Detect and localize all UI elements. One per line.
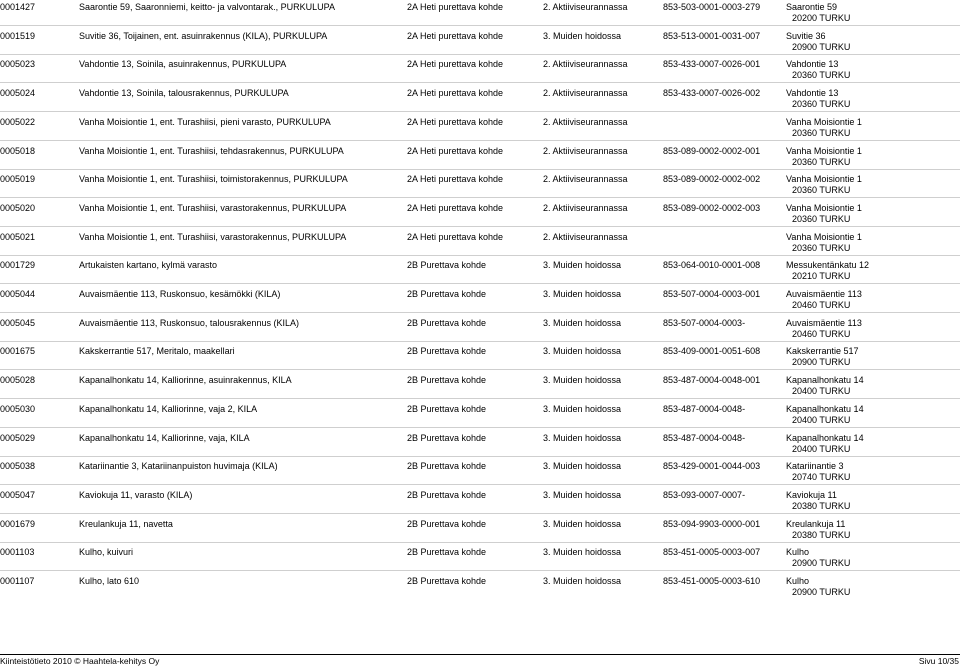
object-name: Kapanalhonkatu 14, Kalliorinne, vaja 2, KILA	[79, 404, 258, 414]
object-id: 0001729	[0, 260, 36, 270]
registry-number: 853-089-0002-0002-003	[663, 203, 761, 213]
street-address: Katariinantie 3	[786, 461, 844, 471]
object-status: 2. Aktiiviseurannassa	[543, 59, 628, 69]
postal-code-city: 20900 TURKU	[792, 558, 851, 568]
table-row	[0, 433, 960, 457]
address	[786, 146, 862, 168]
row-divider	[0, 111, 960, 112]
street-address: Auvaismäentie 113	[786, 289, 862, 299]
object-class: 2A Heti purettava kohde	[407, 2, 504, 12]
postal-code-city: 20460 TURKU	[792, 300, 851, 310]
page-footer	[0, 654, 960, 668]
object-class: 2A Heti purettava kohde	[407, 31, 504, 41]
object-id: 0001679	[0, 519, 36, 529]
registry-number: 853-507-0004-0003-	[663, 318, 746, 328]
object-status: 3. Muiden hoidossa	[543, 375, 622, 385]
address	[786, 519, 850, 541]
object-class: 2B Purettava kohde	[407, 318, 487, 328]
postal-code-city: 20360 TURKU	[792, 157, 851, 167]
row-divider	[0, 25, 960, 26]
row-divider	[0, 312, 960, 313]
object-status: 3. Muiden hoidossa	[543, 289, 622, 299]
address	[786, 461, 850, 483]
table-row	[0, 88, 960, 112]
table-row	[0, 59, 960, 83]
object-id: 0005019	[0, 174, 36, 184]
street-address: Kulho	[786, 576, 810, 586]
table-row	[0, 174, 960, 198]
object-id: 0005044	[0, 289, 36, 299]
object-name: Kapanalhonkatu 14, Kalliorinne, asuinrakennus, KILA	[79, 375, 292, 385]
object-status: 3. Muiden hoidossa	[543, 519, 622, 529]
object-name: Vanha Moisiontie 1, ent. Turashiisi, varastorakennus, PURKULUPA	[79, 203, 347, 213]
street-address: Kreulankuja 11	[786, 519, 846, 529]
postal-code-city: 20360 TURKU	[792, 214, 851, 224]
object-status: 3. Muiden hoidossa	[543, 461, 622, 471]
street-address: Kaviokuja 11	[786, 490, 837, 500]
object-status: 2. Aktiiviseurannassa	[543, 146, 628, 156]
object-name: Auvaismäentie 113, Ruskonsuo, talousrakennus (KILA)	[79, 318, 299, 328]
street-address: Vanha Moisiontie 1	[786, 232, 862, 242]
postal-code-city: 20460 TURKU	[792, 329, 851, 339]
page-number: Sivu 10/35	[918, 656, 959, 666]
object-name: Auvaismäentie 113, Ruskonsuo, kesämökki (KILA)	[79, 289, 281, 299]
address	[786, 174, 862, 196]
object-status: 2. Aktiiviseurannassa	[543, 232, 628, 242]
row-divider	[0, 226, 960, 227]
object-id: 0005024	[0, 88, 36, 98]
registry-number: 853-433-0007-0026-001	[663, 59, 761, 69]
object-status: 3. Muiden hoidossa	[543, 433, 622, 443]
object-name: Kulho, kuivuri	[79, 547, 134, 557]
object-id: 0001103	[0, 547, 35, 557]
object-name: Katariinantie 3, Katariinanpuiston huvimaja (KILA)	[79, 461, 278, 471]
object-class: 2B Purettava kohde	[407, 289, 487, 299]
street-address: Messukentänkatu 12	[786, 260, 870, 270]
object-status: 2. Aktiiviseurannassa	[543, 203, 628, 213]
object-class: 2B Purettava kohde	[407, 433, 487, 443]
object-class: 2B Purettava kohde	[407, 375, 487, 385]
address	[786, 289, 862, 311]
table-row	[0, 576, 960, 600]
object-name: Artukaisten kartano, kylmä varasto	[79, 260, 218, 270]
postal-code-city: 20400 TURKU	[792, 444, 851, 454]
table-row	[0, 2, 960, 26]
registry-number: 853-094-9903-0000-001	[663, 519, 761, 529]
object-class: 2A Heti purettava kohde	[407, 232, 504, 242]
row-divider	[0, 369, 960, 370]
object-class: 2B Purettava kohde	[407, 547, 487, 557]
address	[786, 88, 850, 110]
address	[786, 203, 862, 225]
address	[786, 117, 862, 139]
registry-number: 853-451-0005-0003-610	[663, 576, 761, 586]
object-status: 3. Muiden hoidossa	[543, 318, 622, 328]
object-class: 2B Purettava kohde	[407, 461, 487, 471]
postal-code-city: 20400 TURKU	[792, 415, 851, 425]
registry-number: 853-064-0010-0001-008	[663, 260, 761, 270]
postal-code-city: 20900 TURKU	[792, 587, 851, 597]
street-address: Vanha Moisiontie 1	[786, 117, 862, 127]
street-address: Saarontie 59	[786, 2, 838, 12]
object-class: 2A Heti purettava kohde	[407, 117, 504, 127]
postal-code-city: 20380 TURKU	[792, 530, 851, 540]
row-divider	[0, 54, 960, 55]
address	[786, 31, 850, 53]
table-row	[0, 375, 960, 399]
object-status: 3. Muiden hoidossa	[543, 490, 622, 500]
postal-code-city: 20360 TURKU	[792, 185, 851, 195]
address	[786, 59, 850, 81]
table-row	[0, 346, 960, 370]
object-id: 0005020	[0, 203, 36, 213]
row-divider	[0, 197, 960, 198]
object-status: 3. Muiden hoidossa	[543, 404, 622, 414]
registry-number: 853-513-0001-0031-007	[663, 31, 761, 41]
object-name: Saarontie 59, Saaronniemi, keitto- ja valvontarak., PURKULUPA	[79, 2, 335, 12]
object-name: Vanha Moisiontie 1, ent. Turashiisi, pieni varasto, PURKULUPA	[79, 117, 331, 127]
object-id: 0001107	[0, 576, 35, 586]
row-divider	[0, 398, 960, 399]
registry-number: 853-433-0007-0026-002	[663, 88, 761, 98]
object-id: 0005038	[0, 461, 36, 471]
registry-number: 853-089-0002-0002-001	[663, 146, 761, 156]
object-class: 2B Purettava kohde	[407, 519, 487, 529]
object-name: Kapanalhonkatu 14, Kalliorinne, vaja, KILA	[79, 433, 250, 443]
object-name: Kreulankuja 11, navetta	[79, 519, 173, 529]
row-divider	[0, 169, 960, 170]
object-id: 0001675	[0, 346, 36, 356]
registry-number: 853-487-0004-0048-	[663, 433, 746, 443]
registry-number: 853-507-0004-0003-001	[663, 289, 761, 299]
footer-copyright: Kiinteistötieto 2010 © Haahtela-kehitys Oy	[0, 656, 160, 666]
street-address: Vahdontie 13	[786, 88, 839, 98]
row-divider	[0, 570, 960, 571]
street-address: Suvitie 36	[786, 31, 826, 41]
table-row	[0, 404, 960, 428]
row-divider	[0, 283, 960, 284]
street-address: Kapanalhonkatu 14	[786, 433, 864, 443]
postal-code-city: 20740 TURKU	[792, 472, 851, 482]
address	[786, 232, 862, 254]
object-class: 2B Purettava kohde	[407, 404, 487, 414]
object-id: 0001519	[0, 31, 36, 41]
row-divider	[0, 82, 960, 83]
table-row	[0, 260, 960, 284]
registry-number: 853-487-0004-0048-001	[663, 375, 761, 385]
postal-code-city: 20380 TURKU	[792, 501, 851, 511]
object-class: 2B Purettava kohde	[407, 576, 487, 586]
table-row	[0, 318, 960, 342]
table-row	[0, 232, 960, 256]
object-status: 3. Muiden hoidossa	[543, 576, 622, 586]
object-id: 0005047	[0, 490, 36, 500]
object-id: 0005021	[0, 232, 36, 242]
registry-number: 853-429-0001-0044-003	[663, 461, 761, 471]
object-name: Suvitie 36, Toijainen, ent. asuinrakennus (KILA), PURKULUPA	[79, 31, 328, 41]
object-name: Vahdontie 13, Soinila, asuinrakennus, PURKULUPA	[79, 59, 287, 69]
registry-number: 853-089-0002-0002-002	[663, 174, 761, 184]
object-class: 2B Purettava kohde	[407, 260, 487, 270]
table-row	[0, 31, 960, 55]
street-address: Kapanalhonkatu 14	[786, 404, 864, 414]
row-divider	[0, 456, 960, 457]
row-divider	[0, 513, 960, 514]
table-row	[0, 203, 960, 227]
registry-number: 853-487-0004-0048-	[663, 404, 746, 414]
object-id: 0005030	[0, 404, 36, 414]
object-id: 0005023	[0, 59, 36, 69]
object-class: 2A Heti purettava kohde	[407, 88, 504, 98]
object-id: 0005018	[0, 146, 36, 156]
postal-code-city: 20360 TURKU	[792, 70, 851, 80]
object-class: 2A Heti purettava kohde	[407, 146, 504, 156]
address	[786, 346, 859, 368]
row-divider	[0, 341, 960, 342]
object-class: 2B Purettava kohde	[407, 346, 487, 356]
object-name: Vanha Moisiontie 1, ent. Turashiisi, varastorakennus, PURKULUPA	[79, 232, 347, 242]
object-status: 2. Aktiiviseurannassa	[543, 174, 628, 184]
registry-number: 853-093-0007-0007-	[663, 490, 746, 500]
object-id: 0005022	[0, 117, 36, 127]
object-id: 0005028	[0, 375, 36, 385]
object-status: 2. Aktiiviseurannassa	[543, 117, 628, 127]
address	[786, 433, 864, 455]
table-row	[0, 146, 960, 170]
object-class: 2B Purettava kohde	[407, 490, 487, 500]
postal-code-city: 20400 TURKU	[792, 386, 851, 396]
object-name: Vanha Moisiontie 1, ent. Turashiisi, toimistorakennus, PURKULUPA	[79, 174, 348, 184]
row-divider	[0, 255, 960, 256]
object-class: 2A Heti purettava kohde	[407, 59, 504, 69]
object-name: Kaviokuja 11, varasto (KILA)	[79, 490, 193, 500]
address	[786, 547, 850, 569]
object-id: 0001427	[0, 2, 36, 12]
postal-code-city: 20900 TURKU	[792, 42, 851, 52]
address	[786, 2, 850, 24]
object-status: 3. Muiden hoidossa	[543, 547, 622, 557]
street-address: Vanha Moisiontie 1	[786, 146, 862, 156]
table-row	[0, 461, 960, 485]
postal-code-city: 20200 TURKU	[792, 13, 851, 23]
address	[786, 260, 869, 282]
table-row	[0, 490, 960, 514]
postal-code-city: 20360 TURKU	[792, 99, 851, 109]
table-row	[0, 117, 960, 141]
street-address: Auvaismäentie 113	[786, 318, 862, 328]
street-address: Vanha Moisiontie 1	[786, 174, 862, 184]
row-divider	[0, 542, 960, 543]
object-class: 2A Heti purettava kohde	[407, 174, 504, 184]
street-address: Kapanalhonkatu 14	[786, 375, 864, 385]
object-name: Kakskerrantie 517, Meritalo, maakellari	[79, 346, 235, 356]
object-status: 3. Muiden hoidossa	[543, 346, 622, 356]
table-row	[0, 547, 960, 571]
object-name: Vahdontie 13, Soinila, talousrakennus, PURKULUPA	[79, 88, 289, 98]
postal-code-city: 20210 TURKU	[792, 271, 851, 281]
object-name: Vanha Moisiontie 1, ent. Turashiisi, tehdasrakennus, PURKULUPA	[79, 146, 344, 156]
object-id: 0005029	[0, 433, 36, 443]
object-status: 3. Muiden hoidossa	[543, 31, 622, 41]
row-divider	[0, 484, 960, 485]
address	[786, 490, 850, 512]
object-class: 2A Heti purettava kohde	[407, 203, 504, 213]
registry-number: 853-451-0005-0003-007	[663, 547, 761, 557]
object-name: Kulho, lato 610	[79, 576, 140, 586]
row-divider	[0, 427, 960, 428]
object-status: 2. Aktiiviseurannassa	[543, 88, 628, 98]
address	[786, 318, 862, 340]
postal-code-city: 20360 TURKU	[792, 128, 851, 138]
street-address: Vanha Moisiontie 1	[786, 203, 862, 213]
table-row	[0, 519, 960, 543]
postal-code-city: 20900 TURKU	[792, 357, 851, 367]
address	[786, 404, 864, 426]
address	[786, 375, 864, 397]
postal-code-city: 20360 TURKU	[792, 243, 851, 253]
registry-number: 853-503-0001-0003-279	[663, 2, 761, 12]
street-address: Kulho	[786, 547, 810, 557]
row-divider	[0, 140, 960, 141]
table-row	[0, 289, 960, 313]
object-id: 0005045	[0, 318, 36, 328]
object-status: 3. Muiden hoidossa	[543, 260, 622, 270]
street-address: Vahdontie 13	[786, 59, 839, 69]
object-status: 2. Aktiiviseurannassa	[543, 2, 628, 12]
registry-number: 853-409-0001-0051-608	[663, 346, 761, 356]
address	[786, 576, 850, 598]
street-address: Kakskerrantie 517	[786, 346, 859, 356]
